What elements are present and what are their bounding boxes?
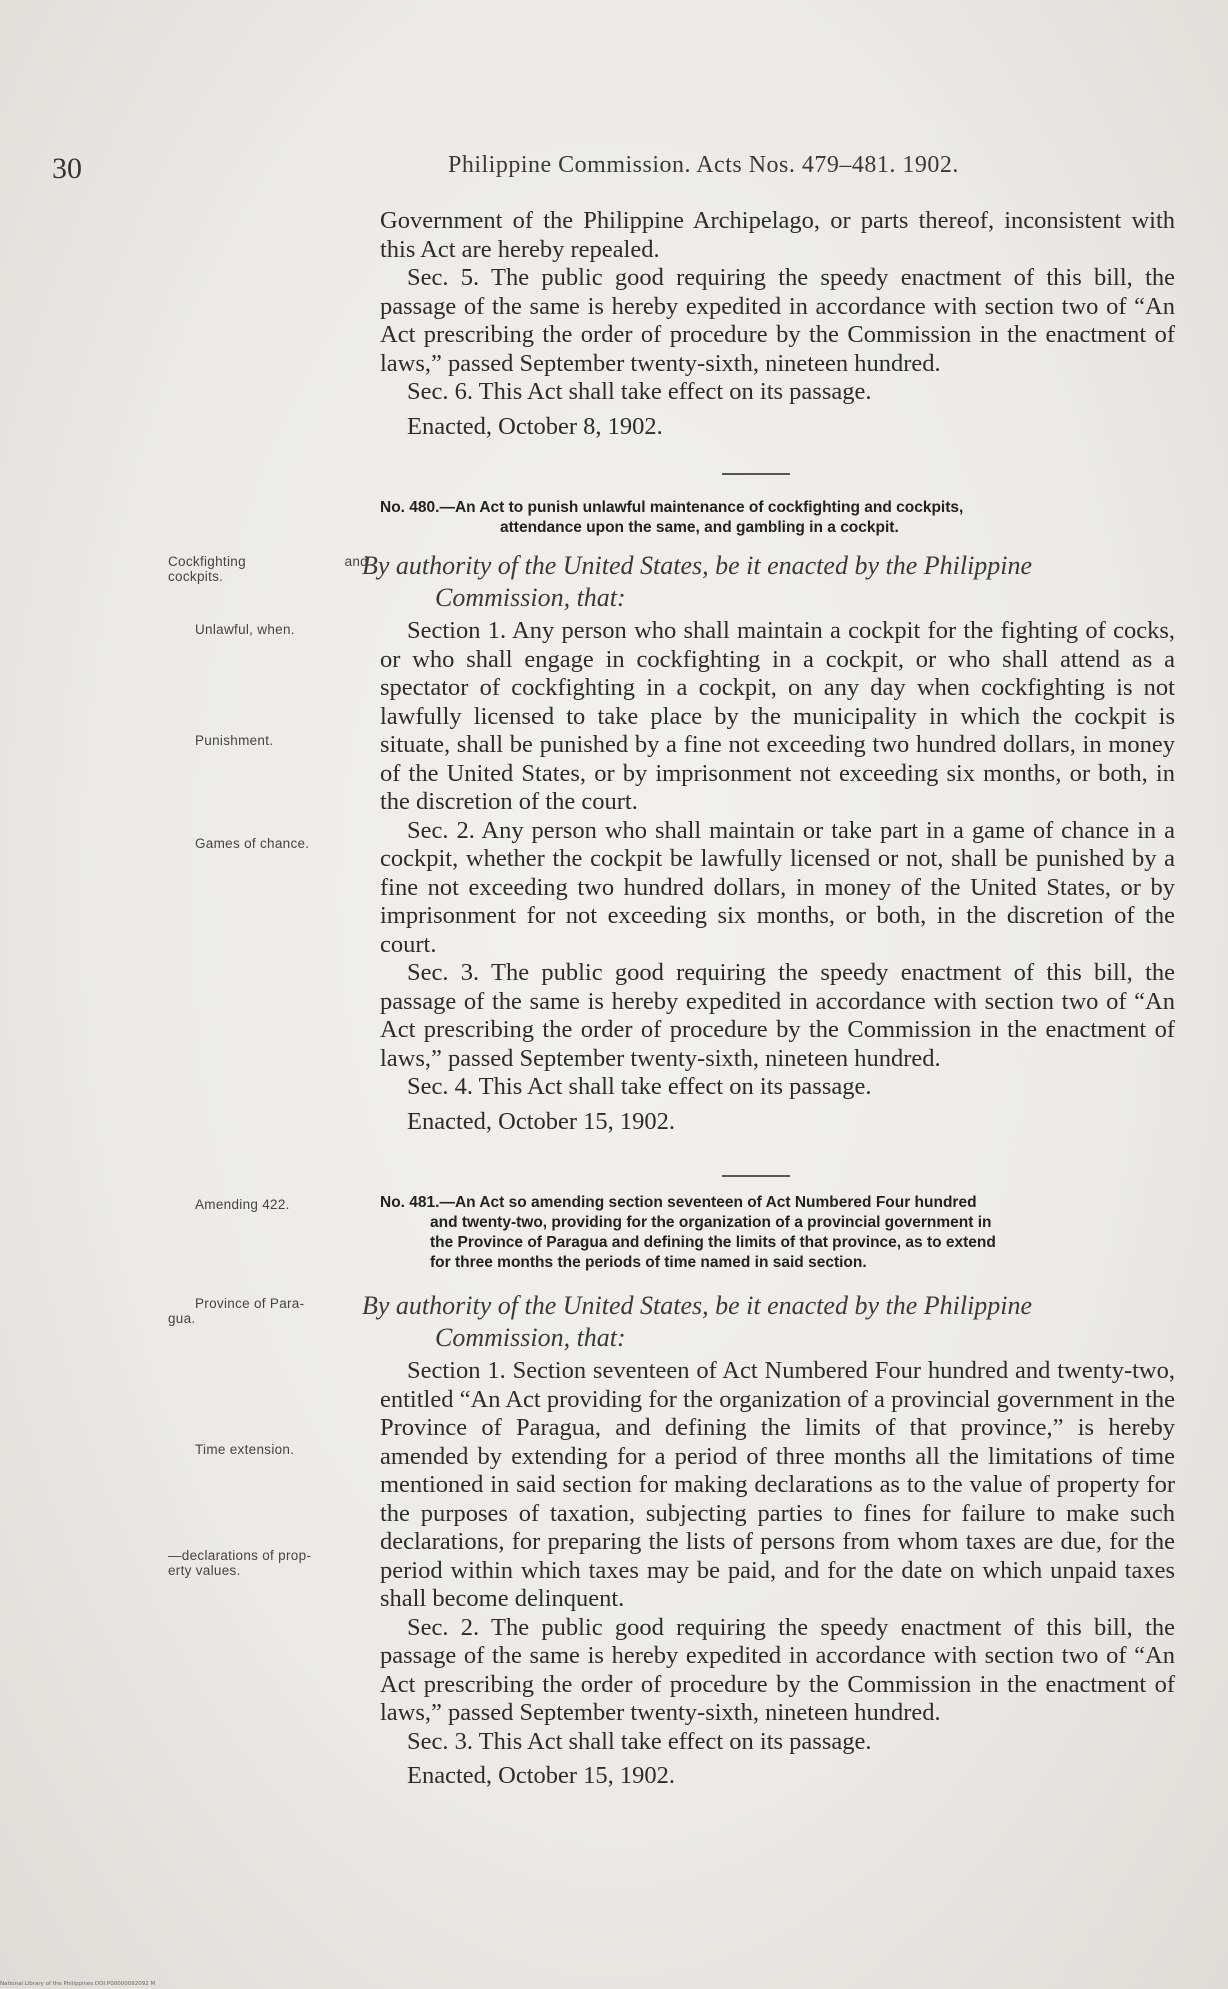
act-480-body xyxy=(380,617,1175,1136)
margin-note-text: cockpits. xyxy=(168,569,224,584)
margin-note-text: Province of Para- xyxy=(195,1296,305,1311)
act-481-enacting-clause xyxy=(362,1290,1177,1354)
repeal-paragraph: Government of the Philippine Archipelago, or parts thereof, inconsistent with this Act are hereby repealed. xyxy=(380,207,1175,263)
act-480-enacting-clause xyxy=(362,550,1177,614)
running-head: Philippine Commission. Acts Nos. 479–481. 1902. xyxy=(448,152,959,178)
margin-note-time-extension: Time extension. xyxy=(195,1442,295,1457)
margin-note-games: Games of chance. xyxy=(195,836,310,851)
section-divider xyxy=(722,473,790,475)
act-481-sec-1: Section 1. Section seventeen of Act Numbered Four hundred and twenty-two, entitled “An Act providing for the organization of a provincial government in the Province of Paragua, and defining the limits of that province,” is hereby amended by extending for a period of three months all the limitations of time mentioned in said section for making declarations as to the value of property for the purposes of taxation, subjecting parties to fines for failure to make such declarations, for preparing the lists of persons from whom taxes are due, for the period within which taxes may be paid, and for the date on which unpaid taxes shall become delinquent. xyxy=(380,1357,1175,1612)
enacting-line-1: By authority of the United States, be it enacted by the Philippine xyxy=(362,1291,1033,1320)
act-480-enacted: Enacted, October 15, 1902. xyxy=(407,1107,676,1135)
act-480-sec-1: Section 1. Any person who shall maintain a cockpit for the fighting of cocks, or who shall engage in cockfighting in a cockpit, or who shall attend as a spectator of cockfighting in a cockpit, on any day when cockfighting is not lawfully licensed to take place by the municipality in which the cockpit is situate, shall be punished by a fine not exceeding two hundred dollars, in money of the United States, or by imprisonment not exceeding six months, or both, in the discretion of the court. xyxy=(380,617,1175,815)
act-479-sec-6: Sec. 6. This Act shall take effect on its passage. xyxy=(407,378,872,405)
act-479-end xyxy=(380,207,1175,441)
margin-note-declarations xyxy=(168,1548,368,1578)
act-481-title-line-4: for three months the periods of time named in said section. xyxy=(430,1254,867,1271)
enacting-line-2: Commission, that: xyxy=(435,583,626,612)
act-480-sec-3: Sec. 3. The public good requiring the speedy enactment of this bill, the passage of the same is hereby expedited in accordance with section two of “An Act prescribing the order of procedure by the Commission in the enactment of laws,” passed September twenty-sixth, nineteen hundred. xyxy=(380,959,1175,1072)
act-479-enacted: Enacted, October 8, 1902. xyxy=(407,412,663,440)
act-481-body xyxy=(380,1357,1175,1791)
act-481-sec-3: Sec. 3. This Act shall take effect on its passage. xyxy=(407,1727,872,1755)
act-480-title-line-2: attendance upon the same, and gambling in a cockpit. xyxy=(500,519,899,536)
margin-note-text: —declarations of prop- xyxy=(168,1548,312,1563)
act-481-title-line-1: No. 481.—An Act so amending section seventeen of Act Numbered Four hundred xyxy=(380,1194,977,1211)
act-481-sec-2: Sec. 2. The public good requiring the speedy enactment of this bill, the passage of the same is hereby expedited in accordance with section two of “An Act prescribing the order of procedure by the Commission in the enactment of laws,” passed September twenty-sixth, nineteen hundred. xyxy=(380,1613,1175,1726)
act-481-enacted: Enacted, October 15, 1902. xyxy=(407,1762,676,1789)
margin-note-amending: Amending 422. xyxy=(195,1197,290,1212)
act-480-title xyxy=(380,498,1175,538)
act-480-sec-4: Sec. 4. This Act shall take effect on its passage. xyxy=(407,1073,872,1100)
page-number: 30 xyxy=(52,152,82,185)
margin-note-text: and xyxy=(344,554,368,569)
act-480-title-line-1: No. 480.—An Act to punish unlawful maintenance of cockfighting and cockpits, xyxy=(380,499,964,516)
margin-note-unlawful: Unlawful, when. xyxy=(195,622,295,637)
act-479-sec-5: Sec. 5. The public good requiring the speedy enactment of this bill, the passage of the same is hereby expedited in accordance with section two of “An Act prescribing the order of procedure by the Commission in the enactment of laws,” passed September twenty-sixth, nineteen hundred. xyxy=(380,264,1175,377)
section-divider xyxy=(722,1175,790,1177)
margin-note-cockfighting xyxy=(168,554,368,584)
act-481-title-line-2: and twenty-two, providing for the organization of a provincial government in xyxy=(430,1214,992,1231)
scan-source-footer: National Library of the Philippines DOI:P00000092092 M xyxy=(0,1981,156,1987)
act-481-title-line-3: the Province of Paragua and defining the limits of that province, as to extend xyxy=(430,1234,996,1251)
margin-note-punishment: Punishment. xyxy=(195,733,274,748)
enacting-line-1: By authority of the United States, be it enacted by the Philippine xyxy=(362,551,1033,580)
act-480-sec-2: Sec. 2. Any person who shall maintain or take part in a game of chance in a cockpit, whether the cockpit be lawfully licensed or not, shall be punished by a fine not exceeding two hundred dollars, in money of the United States, or by imprisonment for not exceeding six months, or both, in the discretion of the court. xyxy=(380,816,1175,958)
margin-note-text: Cockfighting xyxy=(168,554,246,569)
margin-note-text: gua. xyxy=(168,1311,196,1326)
enacting-line-2: Commission, that: xyxy=(435,1323,626,1352)
margin-note-province xyxy=(168,1296,368,1326)
act-481-title xyxy=(380,1193,1175,1273)
margin-note-text: erty values. xyxy=(168,1563,241,1578)
